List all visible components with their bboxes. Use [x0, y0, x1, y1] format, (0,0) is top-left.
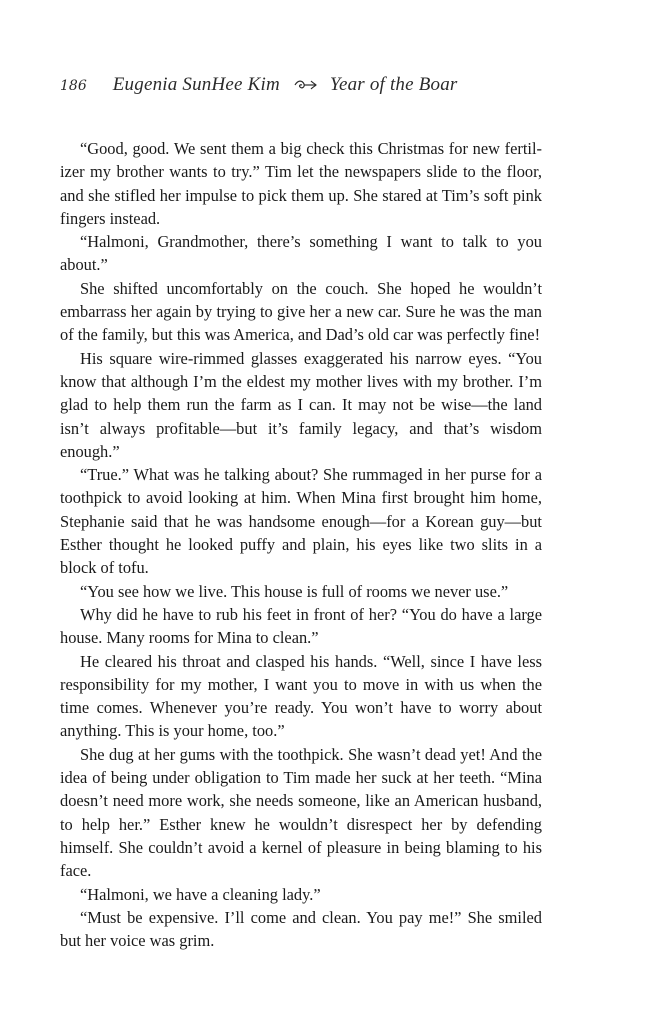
paragraph: “Halmoni, we have a cleaning lady.” — [80, 884, 321, 904]
author-name: Eugenia SunHee Kim — [112, 74, 280, 95]
paragraph: “Halmoni, Grandmother, there’s something I want to talk to you about.” — [60, 232, 542, 275]
body-text — [60, 137, 542, 952]
paragraph: “Good, good. We sent them a big check this Christmas for new fertilizer my brother wants to try.” Tim let the newspapers slide to the floor, and she stifled her impulse to pick them up. She stared at Tim’s soft pink fingers instead. — [60, 139, 542, 228]
paragraph: Why did he have to rub his feet in front of her? “You do have a large house. Many rooms for Mina to clean.” — [60, 604, 542, 648]
book-title: Year of the Boar — [329, 74, 458, 95]
paragraph: She shifted uncomfortably on the couch. She hoped he wouldn’t embarrass her again by trying to give her a new car. Sure he was the man of the family, but this was America, and Dad’s old car was perfectly fine! — [60, 278, 542, 345]
paragraph: “True.” What was he talking about? She rummaged in her purse for a toothpick to avoid looking at him. When Mina first brought him home, Stephanie said that he was handsome enough—for a Korean guy—but Esther thought he looked puffy and plain, his eyes like two slits in a block of tofu. — [60, 465, 542, 578]
fleuron-ornament-icon — [294, 76, 318, 88]
paragraph: He cleared his throat and clasped his hands. “Well, since I have less responsibility for my mother, I want you to move in with us when the time comes. Whenever you’re ready. You won’t have to worry about anything. This is your home, too.” — [60, 651, 542, 741]
paragraph: “Must be expensive. I’ll come and clean. You pay me!” She smiled but her voice was grim. — [60, 907, 542, 951]
paragraph: She dug at her gums with the toothpick. She wasn’t dead yet! And the idea of being under obligation to Tim made her suck at her teeth. “Mina doesn’t need more work, she needs someone, like an American husband, to help her.” Esther knew he wouldn’t disrespect her by defending himself. She couldn’t avoid a kernel of pleasure in being blaming to his face. — [60, 744, 542, 881]
page-number: 186 — [60, 78, 87, 94]
paragraph: His square wire-rimmed glasses exaggerated his narrow eyes. “You know that although I’m the eldest my mother lives with my brother. I’m glad to help them run the farm as I can. It may not be wise—the land isn’t always profitable—but it’s family legacy, and that’s wisdom enough.” — [60, 348, 542, 461]
paragraph: “You see how we live. This house is full of rooms we never use.” — [80, 581, 509, 601]
running-head — [60, 74, 560, 100]
